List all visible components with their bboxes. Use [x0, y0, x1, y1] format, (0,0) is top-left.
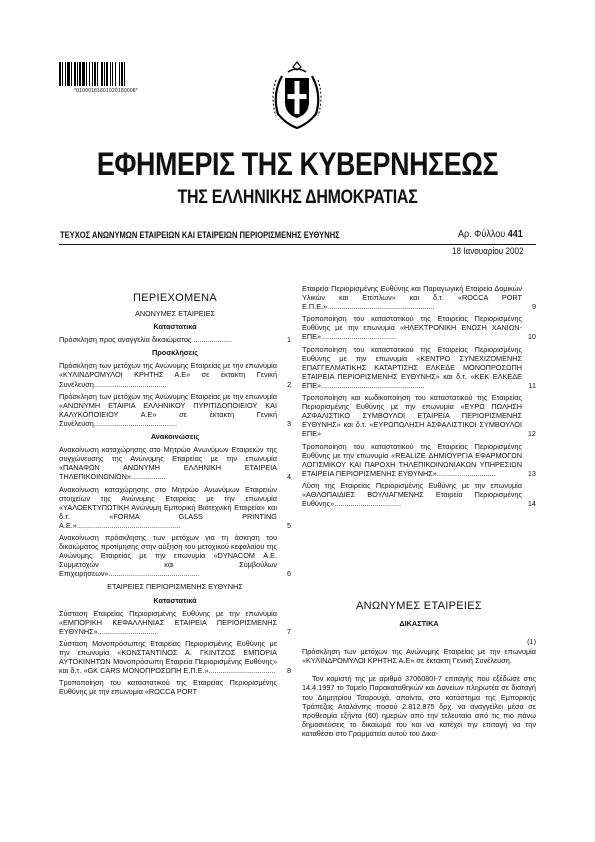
toc-entry[interactable]	[302, 284, 536, 311]
toc-entry-page: 11	[528, 380, 536, 390]
toc-category-invitations: Προσκλήσεις	[151, 348, 199, 358]
barcode-number: *01000181801020180008*	[74, 88, 138, 94]
toc-entry-page: 8	[286, 666, 291, 676]
toc-entry[interactable]	[59, 392, 291, 428]
item-paragraph: Τον κομιστή της με αριθμό 3706080Ι-7 επιταγής που εξέδωσε στις 14.4.1997 το Ταμείο Παρακαταθηκών και Δανείων πληρωτέα σε διαταγή του Δημητρίου Τσαρουχά, αποίντα, στο κατάστημα της Εμπορικής Τράπεζας Αταλάντης ποσού 2.812.875 δρχ. να αναγγείλει μέσα σε προθεσμία εξήντα (60) ημερών από την τελευταία από τις πιο πάνω δημοσιεύσεις το δικαίωμά του και να κατέχει την επιταγή να την καταθέσει στο Γραμματεία αυτού του Δικα-	[302, 674, 536, 738]
toc-heading: ΠΕΡΙΕΧΟΜΕΝΑ	[133, 292, 217, 304]
toc-category-announcements: Ανακοινώσεις	[150, 432, 200, 442]
toc-entry-page: 3	[286, 418, 291, 428]
toc-entry-page: 7	[286, 626, 291, 636]
toc-list-ltd-right	[302, 284, 536, 508]
toc-entry-text: Τροποποίηση του καταστατικού της Εταιρείας Περιορισμένης Ευθύνης με την επωνυμία «REALIZE ΔΗΜΙΟΥΡΓΙΑ ΕΦΑΡΜΟΓΩΝ ΛΟΓΙΣΜΙΚΟΥ ΚΑΙ ΠΑΡΟΧΗ ΤΗΛΕΠΙΚΟΙΝΩΝΙΑΚΩΝ ΥΠΗΡΕΣΙΩΝ ΕΤΑΙΡΕΙΑ ΠΕΡΙΟΡΙΣΜΕΝΗΣ ΕΥΘΥΝΗΣ».............................	[302, 441, 522, 478]
toc-entry-text: Σύσταση Εταιρείας Περιορισμένης Ευθύνης με την επωνυμία «ΕΜΠΟΡΙΚΗ ΚΕΦΑΛΛΗΝΙΑΣ ΕΤΑΙΡΕΙΑ ΠΕΡΙΟΡΙΣΜΕΝΗΣ ΕΥΘΥΝΗΣ».............................	[59, 608, 277, 636]
toc-entry[interactable]	[59, 335, 291, 344]
toc-entry-text: Πρόσκληση προς αναγγελία δικαιώματος ...................	[59, 335, 232, 345]
toc-entry-page: 9	[531, 302, 536, 312]
toc-entry-text: Τροποποίηση και κωδικοποίηση του καταστατικού της Εταιρείας Περιορισμένης Ευθύνης με την επωνυμία «ΕΥΡΩ ΠΩΛΗΣΗ ΑΣΦΑΛΙΣΤΙΚΟ ΣΥΜΒΟΥΛΟΙ ΕΤΑΙΡΕΙΑ ΠΕΡΙΟΡΙΣΜΕΝΗΣ ΕΥΘΥΝΗΣ» και δ.τ. «ΕΥΡΩΠΩΛΗΣΗ ΑΣΦΑΛΙΣΤΙΚΟΙ ΣΥΜΒΟΥΛΟΙ ΕΠΕ»	[302, 393, 522, 439]
toc-category-statutes: Καταστατικά	[153, 322, 197, 332]
body-section	[302, 600, 536, 738]
issue-series: ΤΕΥΧΟΣ ΑΝΩΝΥΜΩΝ ΕΤΑΙΡΕΙΩΝ ΚΑΙ ΕΤΑΙΡΕΙΩΝ ΠΕΡΙΟΡΙΣΜΕΝΗΣ ΕΥΘΥΝΗΣ	[60, 230, 340, 240]
toc-entry-page: 4	[286, 472, 291, 482]
item-reference: (1)	[527, 637, 536, 647]
toc-entry[interactable]	[302, 442, 536, 478]
toc-entry-page: 10	[527, 332, 536, 342]
toc-entry-text: Ανακοίνωση πρόσκλησης των μετόχων για τη άσκηση του δικαιώματος προτίμησης στην αύξηση του μετοχικού κεφαλαίου της Ανώνυμης Εταιρείας με την επωνυμία «DYNACOM Α.Ε. Συμμετοχών και Συμβούλων Επιχειρήσεων».............................................	[59, 532, 277, 579]
toc-entry[interactable]	[302, 393, 536, 438]
toc-entry-text: Τροποποίηση του καταστατικού της Εταιρείας Περιορισμένης Ευθύνης με την επωνυμία «ΗΛΕΚΤΡΟΝΙΚΗ ΕΝΩΣΗ ΧΑΝΙΩΝ-ΕΠΕ».....................................	[302, 314, 522, 342]
toc-entry-text: Ανακοίνωση καταχώρησης στο Μητρώο Ανωνύμων Εταιρειών στοιχείων της Ανώνυμης Εταιρείας με την επωνυμία «ΥΑΛΟΕΚΤΥΠΩΤΙΚΗ Ανώνυμη Εμπορική Βιοτεχνική Εταιρεία» και δ.τ. «FORMA GLASS PRINTING Α.Ε.»...................................................	[59, 484, 277, 530]
coat-of-arms-emblem	[268, 58, 326, 130]
toc-entry-text: Τροποποίηση του καταστατικού της Εταιρείας Περιορισμένης Ευθύνης με την επωνυμία «ΚΕΝΤΡΟ ΣΥΝΕΧΙΖΟΜΕΝΗΣ ΕΠΑΓΓΕΛΜΑΤΙΚΗΣ ΚΑΤΑΡΤΙΣΗΣ ΕΛΚΕΔΕ ΜΟΝΟΠΡΟΣΩΠΗ ΕΤΑΙΡΕΙΑ ΠΕΡΙΟΡΙΣΜΕΝΗΣ ΕΥΘΥΝΗΣ» και δ.τ. «ΚΕΚ ΕΛΚΕΔΕ ΕΠΕ»...................................................	[302, 344, 522, 390]
toc-entry-text: Πρόσκληση των μετόχων της Ανώνυμης Εταιρείας με την επωνυμία «ΑΝΩΝΥΜΗ ΕΤΑΙΡΙΑ ΕΛΛΗΝΙΚΟΥ ΠΥΡΙΤΙΔΟΠΟΙΕΙΟΥ ΚΑΙ ΚΑΛΥΚΟΠΟΙΕΙΟΥ Α.Ε» σε έκτακτη Γενική Συνέλευση.........................................	[59, 391, 277, 428]
toc-entry-text: Σύσταση Μονοπρόσωπης Εταιρείας Περιορισμένης Ευθύνης με την επωνυμία «ΚΩΝΣΤΑΝΤΙΝΟΣ Α. ΓΚΙΝΤΖΟΣ ΕΜΠΟΡΙΑ ΑΥΤΟΚΙΝΗΤΩΝ Μονοπρόσωπη Εταιρεία Περιορισμένης Ευθύνης» και δ.τ. «GK CARS ΜΟΝΟΠΡΟΣΩΠΗ Ε.Π.Ε.».................................	[59, 638, 277, 676]
sheet-number	[458, 228, 523, 240]
section-subtitle: ΔΙΚΑΣΤΙΚΑ	[399, 619, 439, 628]
toc-entry-page: 6	[286, 569, 291, 579]
toc-entry[interactable]	[59, 533, 291, 578]
toc-entry[interactable]	[59, 445, 291, 481]
toc-entry-page: 5	[286, 520, 291, 530]
toc-list-sa-invitations	[59, 361, 291, 428]
barcode-image	[59, 62, 153, 86]
toc-section-sa: ΑΝΩΝΥΜΕΣ ΕΤΑΙΡΕΙΕΣ	[134, 309, 216, 318]
toc-entry[interactable]	[59, 485, 291, 530]
item-intro: Πρόσκληση των μετόχων της Ανώνυμης Εταιρείας με την επωνυμία «ΚΥΛΙΝΔΡΟΜΥΛΟΙ ΚΡΗΤΗΣ Α.Ε» σε έκτακτη Γενική Συνέλευση.	[302, 647, 536, 666]
toc-entry-text: Λύση της Εταιρείας Περιορισμένης Ευθύνης με την επωνυμία «ΑΘΛΟΠΑΙΔΙΕΣ ΒΟΥΛΙΑΓΜΕΝΗΣ Εταιρεία Περιορισμένης Ευθύνης».................................	[302, 480, 522, 509]
toc-entry[interactable]	[302, 314, 536, 341]
header-divider	[59, 244, 536, 245]
toc-entry-page: 13	[527, 468, 536, 478]
toc-list-ltd-left	[59, 609, 291, 697]
gazette-title: ΕΦΗΜΕΡΙΣ ΤΗΣ ΚΥΒΕΡΝΗΣΕΩΣ	[96, 146, 499, 182]
toc-entry-text: Εταιρεία Περιορισμένης Ευθύνης και Παραγωγική Εταιρεία Δομικών Υλικών και Επίπλων» και δ.τ. «ROCCA PORT Ε.Π.Ε.».....................................................	[302, 284, 522, 312]
toc-entry-page: 14	[527, 499, 536, 509]
toc-entry-text: Πρόσκληση των μετόχων της Ανώνυμης Εταιρείας με την επωνυμία «ΚΥΛΙΝΔΡΟΜΥΛΟΙ ΚΡΗΤΗΣ Α.Ε» σε έκτακτη Γενική Συνέλευση....................................	[59, 361, 277, 389]
toc-entry[interactable]	[302, 481, 536, 508]
toc-entry-page: 2	[286, 379, 291, 389]
gazette-subtitle: ΤΗΣ ΕΛΛΗΝΙΚΗΣ ΔΗΜΟΚΡΑΤΙΑΣ	[177, 187, 418, 208]
toc-list-sa-statutes	[59, 335, 291, 344]
toc-entry-page: 12	[527, 429, 536, 439]
publication-date: 18 Ιανουαρίου 2002	[452, 246, 524, 256]
toc-entry[interactable]	[59, 678, 291, 696]
toc-list-sa-announcements	[59, 445, 291, 578]
sheet-label: Αρ. Φύλλου	[458, 228, 506, 240]
toc-entry[interactable]	[59, 609, 291, 636]
toc-entry-text: Ανακοίνωση καταχώρησης στο Μητρώο Ανωνύμων Εταιρειών της συγχώνευσης της Ανώνυμης Εταιρείας με την επωνυμία «ΠΑΝΑΦΩΝ ΑΝΩΝΥΜΗ ΕΛΛΗΝΙΚΗ ΕΤΑΙΡΕΙΑ ΤΗΛΕΠΙΚΟΙΝΩΝΙΩΝ».................	[59, 445, 277, 482]
toc-entry-text: Τροποποίηση του καταστατικού της Εταιρείας Περιορισμένης Ευθύνης με την επωνυμία «ROCCA PORT	[59, 678, 277, 697]
toc-entry[interactable]	[302, 345, 536, 390]
toc-entry-page: 1	[286, 335, 291, 345]
toc-entry[interactable]	[59, 361, 291, 388]
sheet-number-value: 441	[507, 228, 523, 240]
toc-section-ltd: ΕΤΑΙΡΕΙΕΣ ΠΕΡΙΟΡΙΣΜΕΝΗΣ ΕΥΘΥΝΗΣ	[107, 582, 243, 592]
section-title: ΑΝΩΝΥΜΕΣ ΕΤΑΙΡΕΙΕΣ	[355, 600, 483, 612]
toc-right-column	[302, 284, 536, 511]
toc-left-column	[59, 292, 291, 699]
toc-category-ltd-statutes: Καταστατικά	[153, 595, 197, 605]
toc-entry[interactable]	[59, 639, 291, 675]
